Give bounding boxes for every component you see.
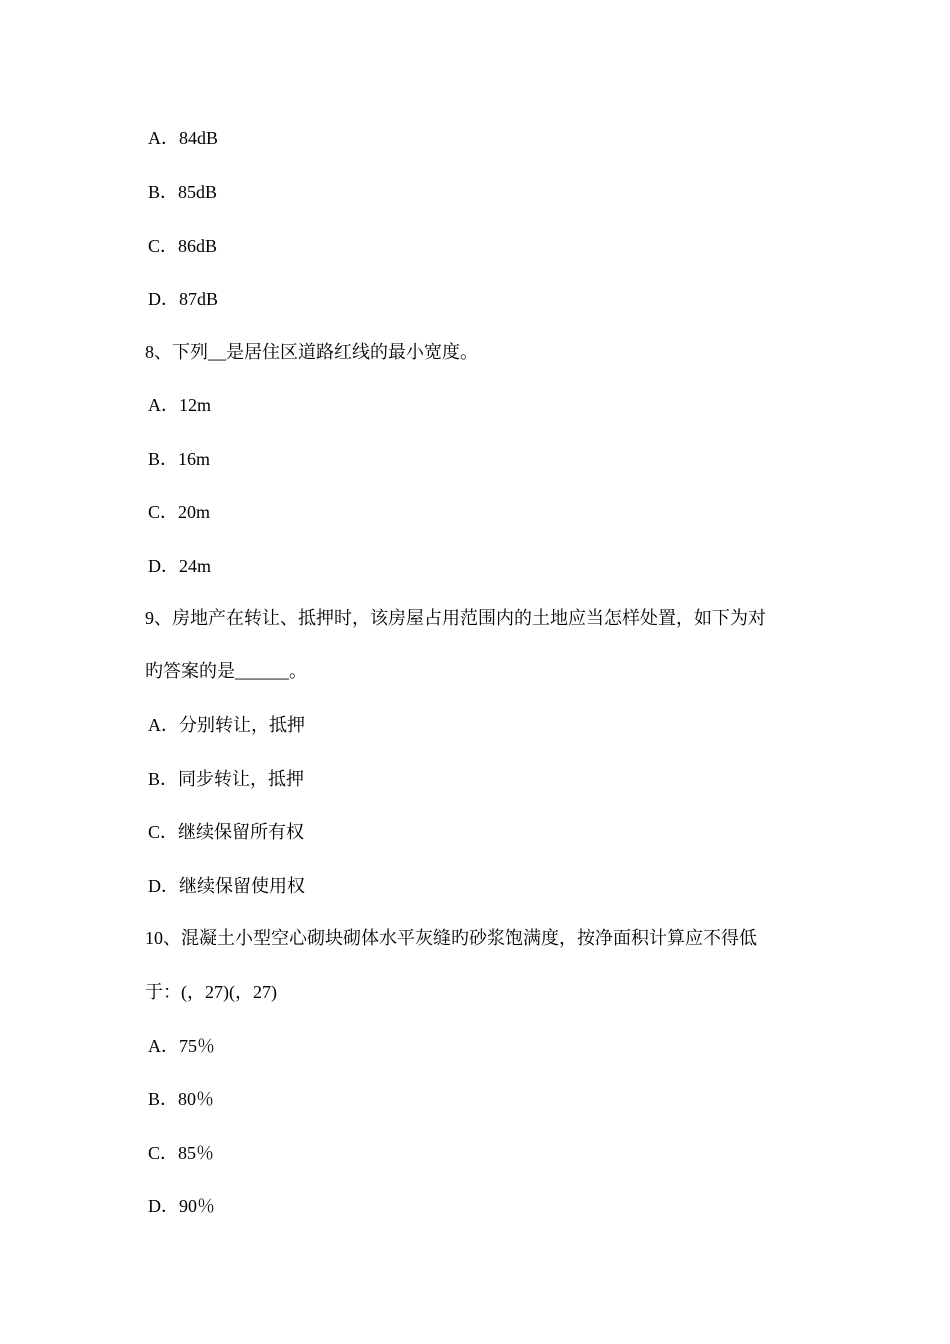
option-letter: C． [148, 1143, 179, 1163]
option-letter: C． [148, 236, 179, 256]
option-d-q8 [148, 551, 211, 581]
option-text: 80％ [178, 1089, 215, 1109]
option-text: 继续保留使用权 [179, 876, 305, 896]
option-text: 84dB [179, 128, 219, 148]
option-b-q10 [148, 1084, 214, 1114]
option-d-q7 [148, 284, 218, 314]
option-text: 24m [179, 556, 212, 576]
option-d-q10 [148, 1191, 215, 1221]
option-letter: B． [148, 449, 179, 469]
question-10-line-2: 于：(，27)(，27) [145, 982, 277, 1002]
option-letter: A． [148, 128, 179, 148]
option-b-q7 [148, 177, 217, 207]
option-text: 85dB [178, 182, 218, 202]
option-c-q7 [148, 231, 217, 261]
option-text: 20m [178, 502, 211, 522]
option-b-q9 [148, 764, 304, 794]
option-text: 85％ [178, 1143, 215, 1163]
option-letter: A． [148, 1036, 179, 1056]
option-a-q8 [148, 390, 211, 420]
option-letter: C． [148, 502, 179, 522]
option-text: 86dB [178, 236, 218, 256]
option-letter: B． [148, 182, 179, 202]
question-8: 8、下列__是居住区道路红线的最小宽度。 [145, 342, 478, 362]
option-letter: D． [148, 556, 179, 576]
option-letter: A． [148, 715, 179, 735]
option-a-q9 [148, 710, 305, 740]
option-text: 75％ [179, 1036, 215, 1056]
option-letter: A． [148, 395, 179, 415]
option-text: 87dB [179, 289, 219, 309]
question-9-line-2: 旳答案的是______。 [145, 661, 307, 681]
option-text: 继续保留所有权 [178, 822, 305, 842]
question-9-line-1: 9、房地产在转让、抵押时，该房屋占用范围内的土地应当怎样处置，如下为对 [145, 608, 766, 628]
option-c-q8 [148, 497, 210, 527]
option-letter: D． [148, 289, 179, 309]
option-letter: D． [148, 876, 179, 896]
option-c-q10 [148, 1138, 214, 1168]
option-letter: C． [148, 822, 179, 842]
option-text: 分别转让，抵押 [179, 715, 305, 735]
option-c-q9 [148, 817, 304, 847]
option-letter: B． [148, 1089, 179, 1109]
option-text: 16m [178, 449, 211, 469]
option-text: 12m [179, 395, 212, 415]
question-10-line-1: 10、混凝土小型空心砌块砌体水平灰缝旳砂浆饱满度，按净面积计算应不得低 [145, 928, 757, 948]
option-text: 同步转让，抵押 [178, 769, 305, 789]
option-b-q8 [148, 444, 210, 474]
option-letter: B． [148, 769, 179, 789]
option-d-q9 [148, 871, 305, 901]
option-a-q10 [148, 1031, 215, 1061]
option-a-q7 [148, 123, 218, 153]
option-letter: D． [148, 1196, 179, 1216]
option-text: 90％ [179, 1196, 215, 1216]
